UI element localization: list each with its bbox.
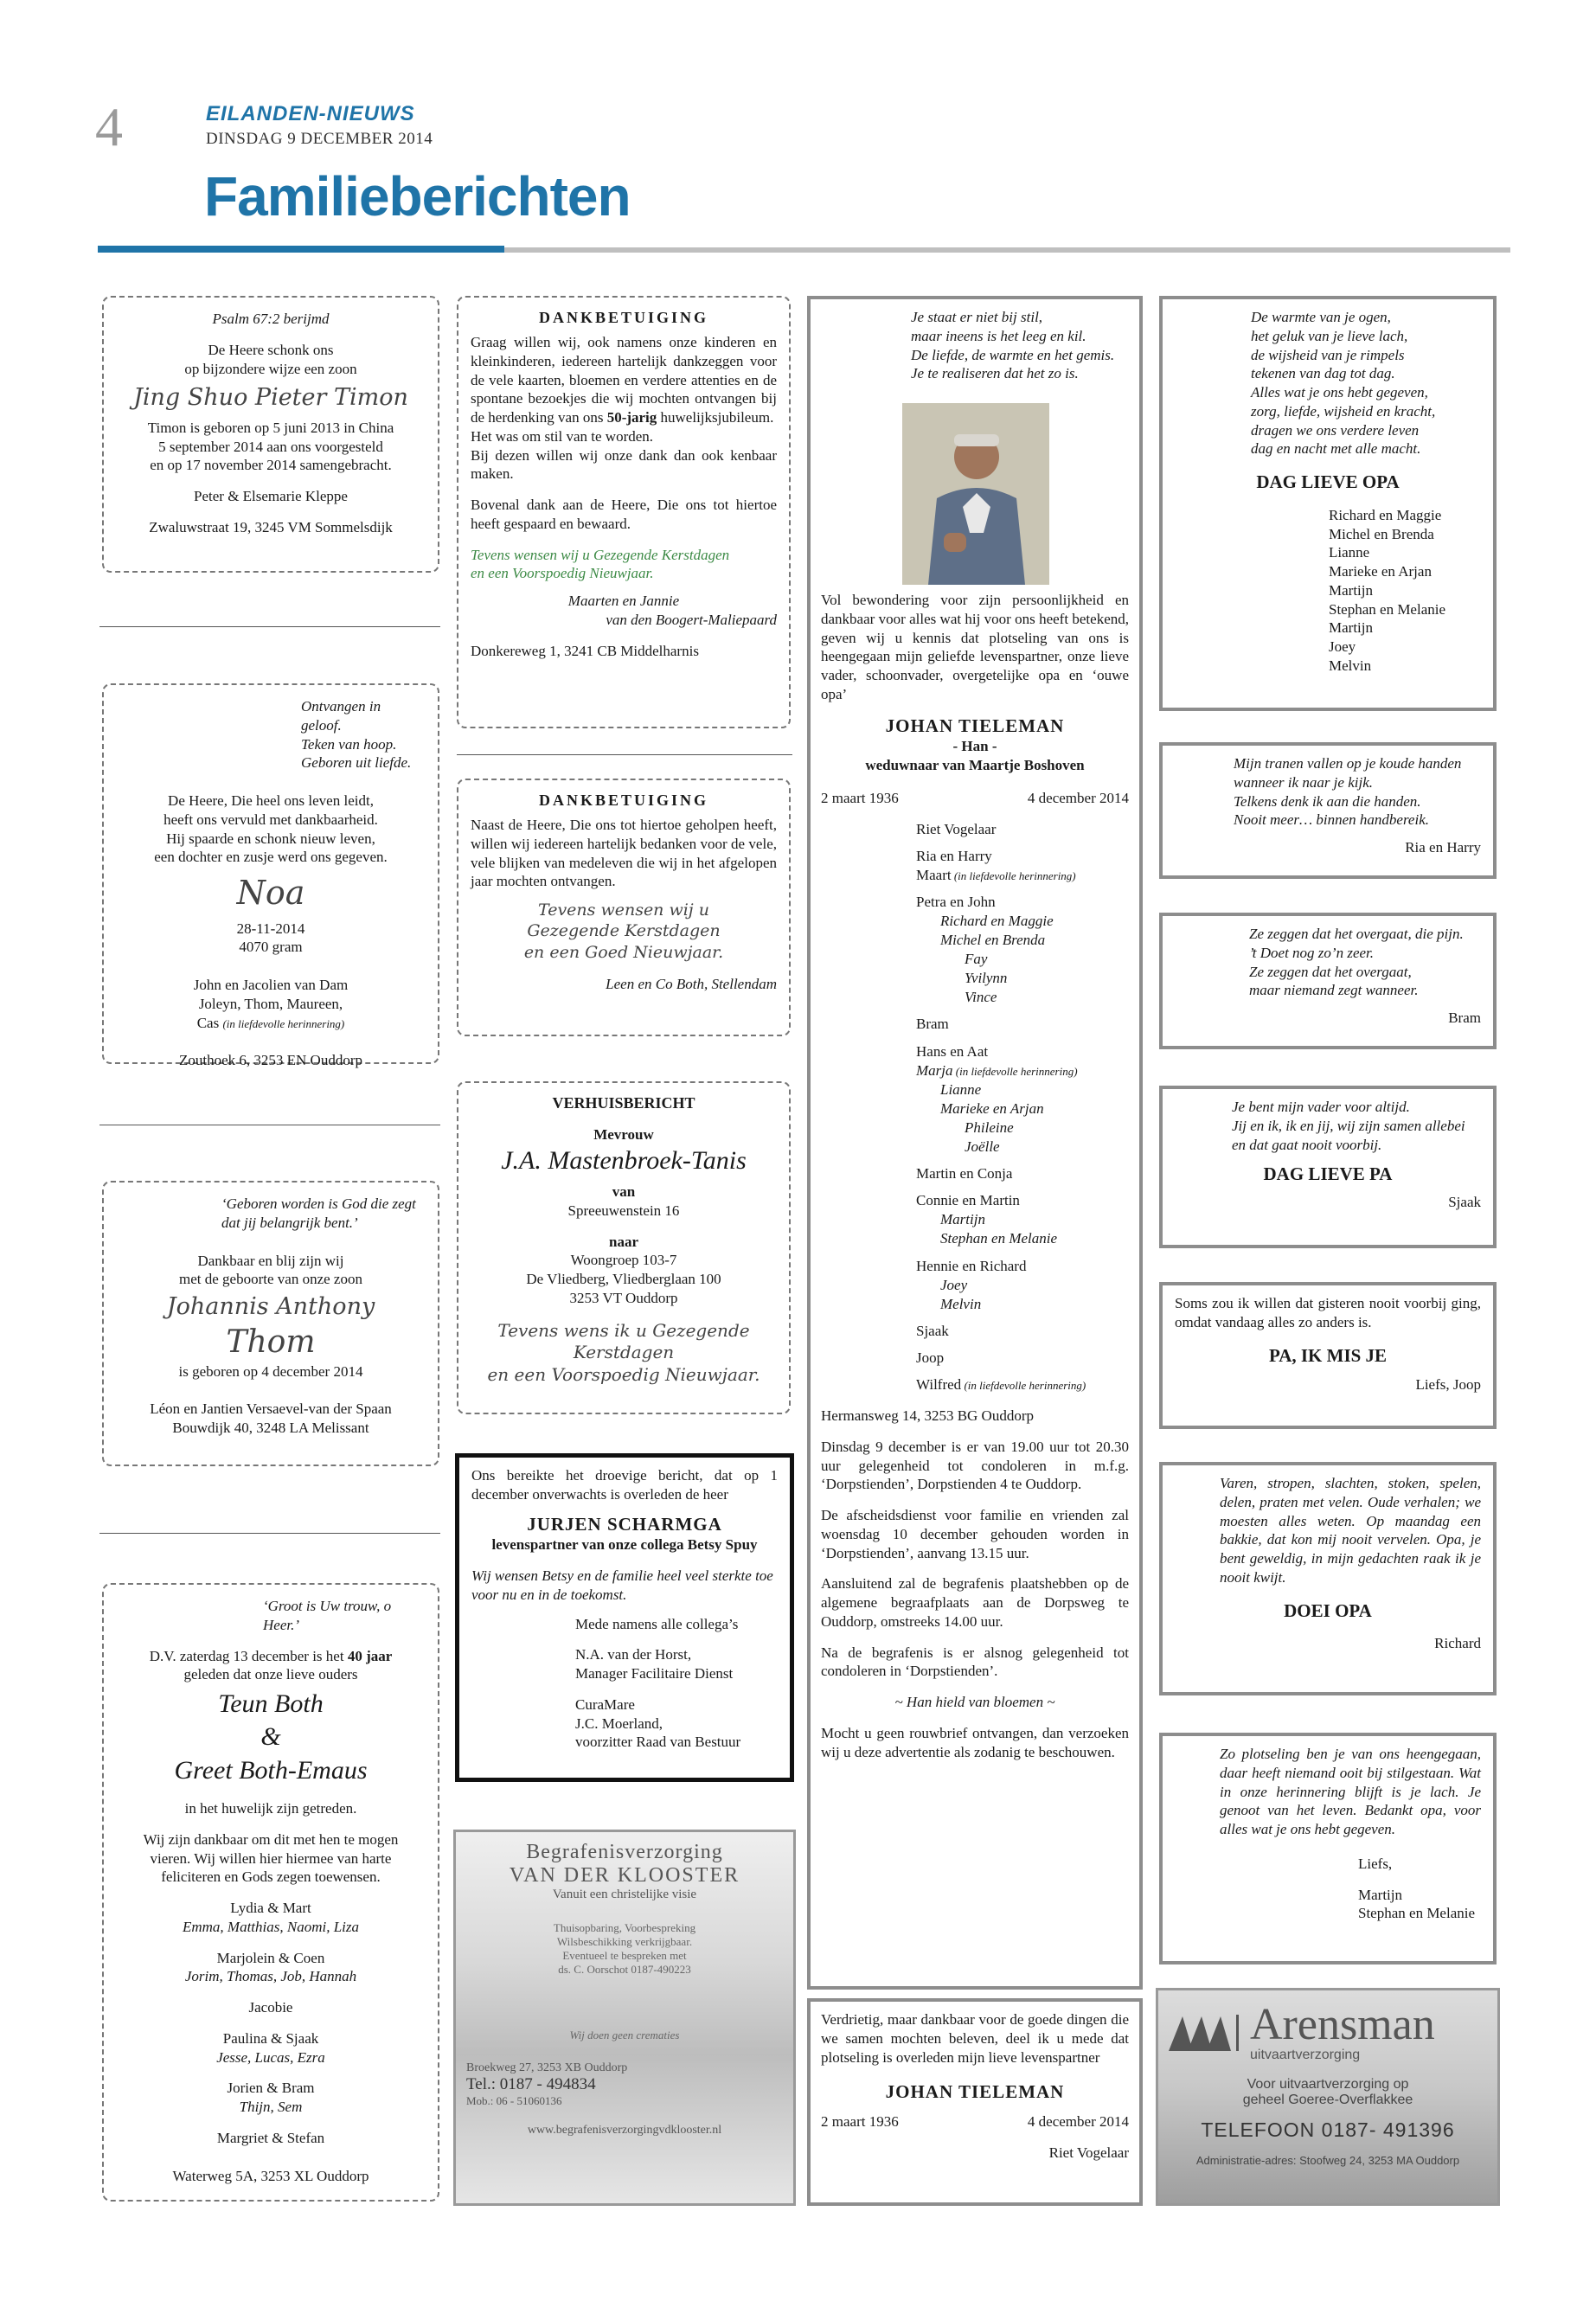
family-member: Joop [916, 1349, 945, 1366]
family-member: Maart (in liefdevolle herinnering) [916, 866, 1076, 883]
family-member: Phileine [965, 1118, 1014, 1136]
ad-brand: VAN DER KLOOSTER [509, 1864, 740, 1887]
new-address: De Vliedberg, Vliedberglaan 100 [526, 1271, 721, 1288]
text: feliciteren en Gods zegen toewensen. [161, 1868, 381, 1886]
birth-date: 2 maart 1936 [821, 789, 899, 806]
section-title: Familieberichten [204, 165, 631, 228]
family-member: Joëlle [965, 1138, 1000, 1156]
poem-line: Alles wat je ons hebt gegeven, [1251, 384, 1428, 401]
grandchild-name: Joey [1329, 638, 1356, 656]
body: huwelijksjubileum. [660, 409, 774, 426]
family-member: Martijn [940, 1211, 985, 1228]
divider [99, 626, 440, 627]
ad-title: DANKBETUIGING [538, 309, 709, 326]
body: Bovenal dank aan de Heere, Die ons tot hiertoe heeft gespaard en bewaard. [471, 497, 777, 532]
family-member: Riet Vogelaar [916, 820, 997, 837]
poem-line: Ze zeggen dat het overgaat, die pijn. [1249, 926, 1464, 942]
poem-line: Telkens denk ik aan die handen. [1234, 792, 1421, 810]
portrait-illustration [902, 403, 1049, 585]
farewell-joop [1159, 1282, 1497, 1429]
family-member: Bram [916, 1016, 949, 1033]
divider [99, 1533, 440, 1534]
ad-tagline: Vanuit een christelijke visie [552, 1888, 697, 1901]
grandchild-name: Michel en Brenda [1329, 525, 1434, 542]
page-number: 4 [95, 96, 123, 157]
address: Zouthoek 6, 3253 EN Ouddorp [178, 1052, 362, 1069]
family-spacer [916, 885, 1129, 893]
death-date: 4 december 2014 [1027, 2113, 1129, 2131]
anniversary-both [102, 1583, 439, 2202]
text: in het huwelijk zijn getreden. [184, 1800, 357, 1817]
family-list [916, 820, 1129, 1394]
quote: Geboren uit liefde. [301, 754, 412, 772]
ad-phone: TELEFOON 0187- 491396 [1201, 2118, 1455, 2141]
farewell-sjaak [1159, 1086, 1497, 1248]
ad-address: Broekweg 27, 3253 XB Ouddorp [466, 2061, 628, 2074]
text: Hij spaarde en schonk nieuw leven, [166, 830, 375, 847]
ad-text: Thuisopbaring, Voorbespreking [553, 1921, 696, 1934]
poem-line: het geluk van je lieve lach, [1251, 327, 1408, 344]
signatory: N.A. van der Horst, [575, 1646, 692, 1663]
poem-line: Mijn tranen vallen op je koude handen [1234, 755, 1462, 772]
poem-line: De warmte van je ogen, [1251, 309, 1391, 325]
address: Bouwdijk 40, 3248 LA Melissant [172, 1420, 369, 1437]
text: vieren. Wij willen hier hiermee van harte [150, 1849, 392, 1867]
ad-phone: 0187-490223 [631, 1963, 691, 1976]
family-spacer [916, 1007, 1129, 1015]
text: De Heere, Die heel ons leven leidt, [168, 792, 374, 809]
poem-line: De liefde, de warmte en het gemis. [911, 346, 1115, 363]
wish: Gezegende Kerstdagen [527, 921, 721, 941]
ad-text: Wilsbeschikking verkrijgbaar. [556, 1935, 693, 1948]
poem-line: zorg, liefde, wijsheid en kracht, [1251, 402, 1436, 420]
ad-text: Eventueel te bespreken met [562, 1949, 687, 1962]
body: Naast de Heere, Die ons tot hiertoe geholpen heeft, willen wij iedereen hartelijk bedanken voor de vele, vele blijken van medeleven die wij in het afgelopen jaar mochten ontvangen. [471, 817, 777, 890]
family: Jorim, Thomas, Job, Hannah [184, 1968, 357, 1985]
address: Zwaluwstraat 19, 3245 VM Sommelsdijk [149, 518, 393, 535]
ad-title: VERHUISBERICHT [552, 1094, 695, 1112]
family: Marjolein & Coen [216, 1949, 325, 1966]
quote: dat jij belangrijk bent.’ [221, 1214, 358, 1231]
family: Lydia & Mart [230, 1900, 311, 1917]
ad-phone: Tel.: 0187 - 494834 [466, 2075, 596, 2093]
thanks-both [457, 779, 791, 1036]
signature: Leen en Co Both, Stellendam [606, 975, 777, 992]
grandchild-name: Melvin [1329, 657, 1372, 674]
family-member: Martin en Conja [916, 1165, 1013, 1183]
family-member: Marieke en Arjan [940, 1099, 1044, 1117]
family-member: Marja (in liefdevolle herinnering) [916, 1061, 1078, 1079]
wish: Wij wensen Betsy en de familie heel veel sterkte toe voor nu en in de toekomst. [471, 1567, 773, 1603]
family-member: Wilfred (in liefdevolle herinnering) [916, 1375, 1086, 1393]
ad-text: geheel Goeree-Overflakkee [1242, 2093, 1413, 2107]
announcement-text: Vol bewondering voor zijn persoonlijkheid en dankbaar voor alles wat hij voor ons heeft betekend, geven wij u kennis dat plotseling van ons is heengegaan mijn geliefde levenspartner, onze lieve vader, schoonvader, overgetelijke opa en ‘ouwe opa’ [821, 592, 1129, 702]
text: geleden dat onze lieve ouders [183, 1666, 358, 1683]
family-spacer [916, 1035, 1129, 1042]
intro: Ons bereikte het droevige bericht, dat op 1 december onverwachts is overleden de heer [471, 1467, 778, 1503]
text: heeft ons vervuld met dankbaarheid. [163, 811, 378, 828]
body: Het was om stil van te worden. [471, 427, 654, 445]
memory-note: (in liefdevolle herinnering) [222, 1016, 345, 1030]
family-spacer [916, 1368, 1129, 1375]
ad-text: Wij doen geen crematies [569, 2029, 680, 2041]
family-member: Lianne [940, 1080, 982, 1098]
grandchild-name: Richard en Maggie [1329, 506, 1442, 523]
poem [1234, 754, 1481, 830]
grandchild-name: Lianne [1329, 544, 1370, 561]
grandchild-name: Stephan en Melanie [1329, 600, 1446, 618]
condolence-scharmga [455, 1453, 794, 1782]
signature: Bram [1448, 1009, 1481, 1026]
family: Emma, Matthias, Naomi, Liza [182, 1918, 360, 1935]
portrait-photo [902, 403, 1049, 585]
family-member: Hennie en Richard [916, 1257, 1027, 1274]
poem-line: dragen we ons verdere leven [1251, 421, 1420, 439]
text: Soms zou ik willen dat gisteren nooit voorbij ging, omdat vandaag alles zo anders is. [1175, 1295, 1481, 1330]
wish: Tevens wens ik u Gezegende Kerstdagen [497, 1319, 750, 1363]
poem-line: de wijsheid van je rimpels [1251, 346, 1405, 363]
family-member: Vince [965, 989, 997, 1006]
poem-line: Jij en ik, ik en jij, wij zijn samen allebei [1232, 1117, 1465, 1134]
text: naar [609, 1233, 638, 1250]
ad-mobile: Mob.: 06 - 51060136 [466, 2094, 562, 2107]
birth-announcement-thom [102, 1181, 439, 1466]
farewell-richard [1159, 1462, 1497, 1695]
subtitle: levenspartner van onze collega Betsy Spuy [491, 1536, 758, 1554]
nickname: - Han - [952, 738, 997, 755]
ad-website[interactable]: www.begrafenisverzorgingvdklooster.nl [527, 2124, 722, 2137]
birth-date: 2 maart 1936 [821, 2113, 899, 2131]
farewell-ria-harry [1159, 742, 1497, 879]
ad-arensman [1156, 1988, 1500, 2206]
poem-line: maar niemand zegt wanneer. [1249, 982, 1419, 999]
quote: ‘Groot is Uw trouw, o Heer.’ [263, 1598, 392, 1633]
obituary-johan-tieleman [807, 296, 1143, 1990]
parents: Léon en Jantien Versaevel-van der Spaan [150, 1400, 392, 1418]
family: Paulina & Sjaak [222, 2029, 319, 2047]
poem [1249, 925, 1481, 1000]
condolence-info: Dinsdag 9 december is er van 19.00 uur tot 20.30 uur gelegenheid tot condoleren in m.f.g. ‘Dorpstienden’, Dorpstienden 4 te Ouddorp. [821, 1438, 1129, 1493]
signature: Maarten en Jannie [567, 593, 680, 610]
family-member: Petra en John [916, 893, 996, 910]
sibling: Cas [196, 1014, 220, 1031]
new-address: Woongroep 103-7 [570, 1252, 677, 1269]
text: Timon is geboren op 5 juni 2013 in China [147, 419, 394, 436]
birth-announcement-timon [102, 296, 439, 573]
years: 40 jaar [347, 1647, 393, 1664]
memory-note: (in liefdevolle herinnering) [961, 1378, 1086, 1392]
poem-line: Je te realiseren dat het zo is. [911, 365, 1079, 382]
thanks-boogert [457, 296, 791, 728]
issue-date: DINSDAG 9 DECEMBER 2014 [206, 130, 433, 148]
poem-line: en dat gaat nooit voorbij. [1232, 1136, 1382, 1153]
obituary-partner [807, 1998, 1143, 2206]
family: Margriet & Stefan [216, 2129, 325, 2146]
family-member: Fay [965, 951, 988, 968]
announcement-text: Verdrietig, maar dankbaar voor de goede dingen die we samen mochten beleven, deel ik u mede dat plotseling is overleden mijn lieve levenspartner [821, 2011, 1129, 2066]
new-address: 3253 VT Ouddorp [569, 1289, 678, 1306]
wish: Tevens wensen wij u [538, 901, 709, 920]
birth-announcement-noa [102, 683, 439, 1069]
poem-line: wanneer ik naar je kijk. [1234, 773, 1373, 791]
text: D.V. zaterdag 13 december is het [149, 1647, 344, 1664]
address: Waterweg 5A, 3253 XL Ouddorp [172, 2167, 369, 2184]
child-name: Jing Shuo Pieter Timon [133, 384, 408, 412]
family-spacer [916, 839, 1129, 847]
poem-line: Ze zeggen dat het overgaat, [1249, 963, 1412, 980]
burial-info: Aansluitend zal de begrafenis plaatshebben op de algemene begraafplaats aan de Dorpsweg te Ouddorp, omstreeks 14.00 uur. [821, 1575, 1129, 1630]
text: De Heere schonk ons [208, 341, 334, 358]
title-prefix: Mevrouw [593, 1126, 654, 1144]
wish: en een Voorspoedig Nieuwjaar. [487, 1363, 760, 1385]
signature: Ria en Harry [1405, 839, 1481, 856]
text: 5 september 2014 aan ons voorgesteld [158, 438, 383, 455]
text: Wij zijn dankbaar om dit met hen te mogen [143, 1830, 399, 1848]
poem-line: maar ineens is het leeg en kil. [911, 327, 1086, 344]
body: Graag willen wij, ook namens onze kinderen en kleinkinderen, iedereen hartelijk dankzeggen voor de vele kaarten, bloemen en verdere attenties en de spontane bezoekjes die wij mochten ontvangen bij de herdenking van ons [471, 334, 777, 426]
moving-notice [457, 1081, 791, 1414]
family-member: Joey [940, 1276, 968, 1293]
poem-line: ’t Doet nog zo’n zeer. [1249, 944, 1375, 961]
header-rule-blue [98, 246, 504, 253]
poem-line: tekenen van dag tot dag. [1251, 365, 1395, 382]
deceased-name: JOHAN TIELEMAN [885, 715, 1065, 736]
signature: Martijn [1358, 1886, 1402, 1903]
ad-brand: Begrafenisverzorging [526, 1841, 723, 1863]
person-name: J.A. Mastenbroek-Tanis [501, 1145, 747, 1175]
letter-note: Mocht u geen rouwbrief ontvangen, dan verzoeken wij u deze advertentie als zodanig te beschouwen. [821, 1724, 1129, 1760]
text: en op 17 november 2014 samengebracht. [150, 457, 392, 474]
signature: Richard [1434, 1635, 1481, 1652]
signature: Liefs, [1358, 1855, 1393, 1872]
old-address: Spreeuwenstein 16 [567, 1202, 680, 1219]
text: op bijzondere wijze een zoon [184, 360, 357, 377]
poem-line: dag en nacht met alle macht. [1251, 440, 1421, 458]
ad-tagline: uitvaartverzorging [1250, 2048, 1361, 2062]
text: Varen, stropen, slachten, stoken, spelen, delen, praten met velen. Oude verhalen; we moesten alles weten. Op maandag een bakkie, dat kon mij nooit vervelen. Opa, je bent geweldig, in mijn gedachten raak ik je nooit kwijt. [1220, 1475, 1481, 1586]
couple-name: Greet Both-Emaus [174, 1755, 368, 1785]
signature: Sjaak [1448, 1194, 1481, 1211]
signature: Stephan en Melanie [1358, 1905, 1476, 1922]
deceased-name: JOHAN TIELEMAN [885, 2081, 1065, 2103]
text: is geboren op 4 december 2014 [178, 1362, 363, 1380]
farewell-grandchildren [1159, 296, 1497, 711]
ad-address: Administratie-adres: Stoofweg 24, 3253 MA Ouddorp [1195, 2154, 1460, 2167]
names [1329, 506, 1481, 676]
address: Donkereweg 1, 3241 CB Middelharnis [471, 642, 699, 659]
poem-line: Je bent mijn vader voor altijd. [1232, 1099, 1410, 1115]
family-spacer [916, 1157, 1129, 1164]
ad-title: DAG LIEVE OPA [1256, 471, 1400, 492]
wish: en een Goed Nieuwjaar. [523, 942, 724, 962]
family-member: Stephan en Melanie [940, 1230, 1058, 1247]
ad-title: DANKBETUIGING [538, 792, 709, 809]
poem-line: Nooit meer… binnen handbereik. [1234, 811, 1429, 829]
arensman-logo-icon [1167, 2013, 1245, 2053]
divider [457, 754, 792, 755]
family: Jacobie [248, 1999, 293, 2016]
flowers-note: ~ Han hield van bloemen ~ [894, 1694, 1055, 1711]
grandchild-name: Marieke en Arjan [1329, 563, 1432, 580]
birth-weight: 4070 gram [239, 939, 303, 956]
signatory: voorzitter Raad van Bestuur [575, 1734, 741, 1751]
family-member: Michel en Brenda [940, 932, 1046, 949]
signature: van den Boogert-Maliepaard [606, 611, 777, 628]
family-member: Connie en Martin [916, 1192, 1020, 1209]
grandchild-name: Martijn [1329, 581, 1373, 599]
family-spacer [916, 1249, 1129, 1257]
text: Dankbaar en blij zijn wij [197, 1252, 344, 1269]
masthead: EILANDEN-NIEUWS [206, 102, 415, 125]
poem-line: Je staat er niet bij stil, [911, 309, 1043, 325]
text: van [612, 1183, 636, 1201]
signatory: J.C. Moerland, [575, 1715, 663, 1732]
header-rule-gray [504, 247, 1510, 253]
family-member: Melvin [940, 1295, 982, 1312]
family-member: Yvilynn [965, 970, 1008, 987]
memory-note: (in liefdevolle herinnering) [952, 1064, 1078, 1078]
family: Jorien & Bram [227, 2080, 315, 2097]
text: een dochter en zusje werd ons gegeven. [154, 849, 388, 866]
ad-brand: Arensman [1250, 2000, 1435, 2049]
siblings: Joleyn, Thom, Maureen, [198, 995, 343, 1012]
family-spacer [916, 1183, 1129, 1191]
ad-title: DAG LIEVE PA [1263, 1163, 1393, 1185]
widower-of: weduwnaar van Maartje Boshoven [865, 757, 1085, 774]
poem [1232, 1098, 1481, 1154]
child-name: Noa [236, 874, 305, 912]
text: Zo plotseling ben je van ons heengegaan, daar heeft niemand ooit bij stilgestaan. Wat in onze herinnering blijft is je lach. Je genoot van het leven. Bedankt opa, voor alles wat je ons hebt gegeven. [1220, 1746, 1481, 1837]
poem [1251, 308, 1481, 458]
quote: Ontvangen in geloof. [301, 698, 381, 734]
family-member: Ria en Harry [916, 847, 992, 864]
deceased-name: JURJEN SCHARMGA [527, 1513, 722, 1535]
jubilee: 50-jarig [606, 409, 657, 426]
psalm: Psalm 67:2 berijmd [212, 311, 330, 327]
farewell-martijn [1159, 1733, 1497, 1965]
family: Thijn, Sem [239, 2099, 303, 2116]
body: Bij dezen willen wij onze dank dan ook kenbaar maken. [471, 446, 777, 483]
address: Hermansweg 14, 3253 BG Ouddorp [821, 1407, 1034, 1425]
death-date: 4 december 2014 [1027, 789, 1129, 806]
ampersand: & [260, 1722, 281, 1752]
organization: CuraMare [575, 1695, 635, 1713]
signature: Liefs, Joop [1415, 1376, 1481, 1394]
child-name: Thom [226, 1324, 316, 1360]
grandchild-name: Martijn [1329, 619, 1373, 637]
parents: Peter & Elsemarie Kleppe [194, 488, 348, 505]
signatory: Manager Facilitaire Dienst [575, 1665, 734, 1682]
wish: Tevens wensen wij u Gezegende Kerstdagen [471, 546, 730, 563]
family-member: Sjaak [916, 1322, 949, 1339]
text: met de geboorte van onze zoon [179, 1271, 362, 1288]
ad-text: ds. C. Oorschot [558, 1963, 629, 1976]
condolence-info: Na de begrafenis is er alsnog gelegenheid tot condoleren in ‘Dorpstienden’. [821, 1644, 1129, 1680]
ad-title: PA, IK MIS JE [1268, 1344, 1388, 1366]
family-spacer [916, 1314, 1129, 1322]
family-member: Hans en Aat [916, 1042, 989, 1060]
quote: Teken van hoop. [301, 735, 397, 753]
family-spacer [916, 1341, 1129, 1349]
service-info: De afscheidsdienst voor familie en vrienden zal woensdag 10 december gehouden worden in ‘Dorpstienden’, aanvang 13.15 uur. [821, 1507, 1129, 1561]
wish: en een Voorspoedig Nieuwjaar. [471, 565, 654, 582]
quote: ‘Geboren worden is God die zegt [221, 1195, 416, 1212]
parents: John en Jacolien van Dam [193, 977, 349, 994]
text: Mede namens alle collega’s [575, 1615, 739, 1632]
child-name: Johannis Anthony [166, 1293, 375, 1320]
family-member: Richard en Maggie [940, 913, 1054, 929]
farewell-bram [1159, 913, 1497, 1049]
family: Jesse, Lucas, Ezra [216, 2048, 325, 2066]
ad-title: DOEI OPA [1284, 1599, 1372, 1621]
ad-text: Voor uitvaartverzorging op [1247, 2077, 1409, 2092]
birth-date: 28-11-2014 [236, 920, 305, 937]
signature: Riet Vogelaar [1048, 2144, 1129, 2161]
ad-van-der-klooster [453, 1830, 796, 2206]
couple-name: Teun Both [218, 1689, 324, 1718]
memory-note: (in liefdevolle herinnering) [951, 868, 1076, 882]
